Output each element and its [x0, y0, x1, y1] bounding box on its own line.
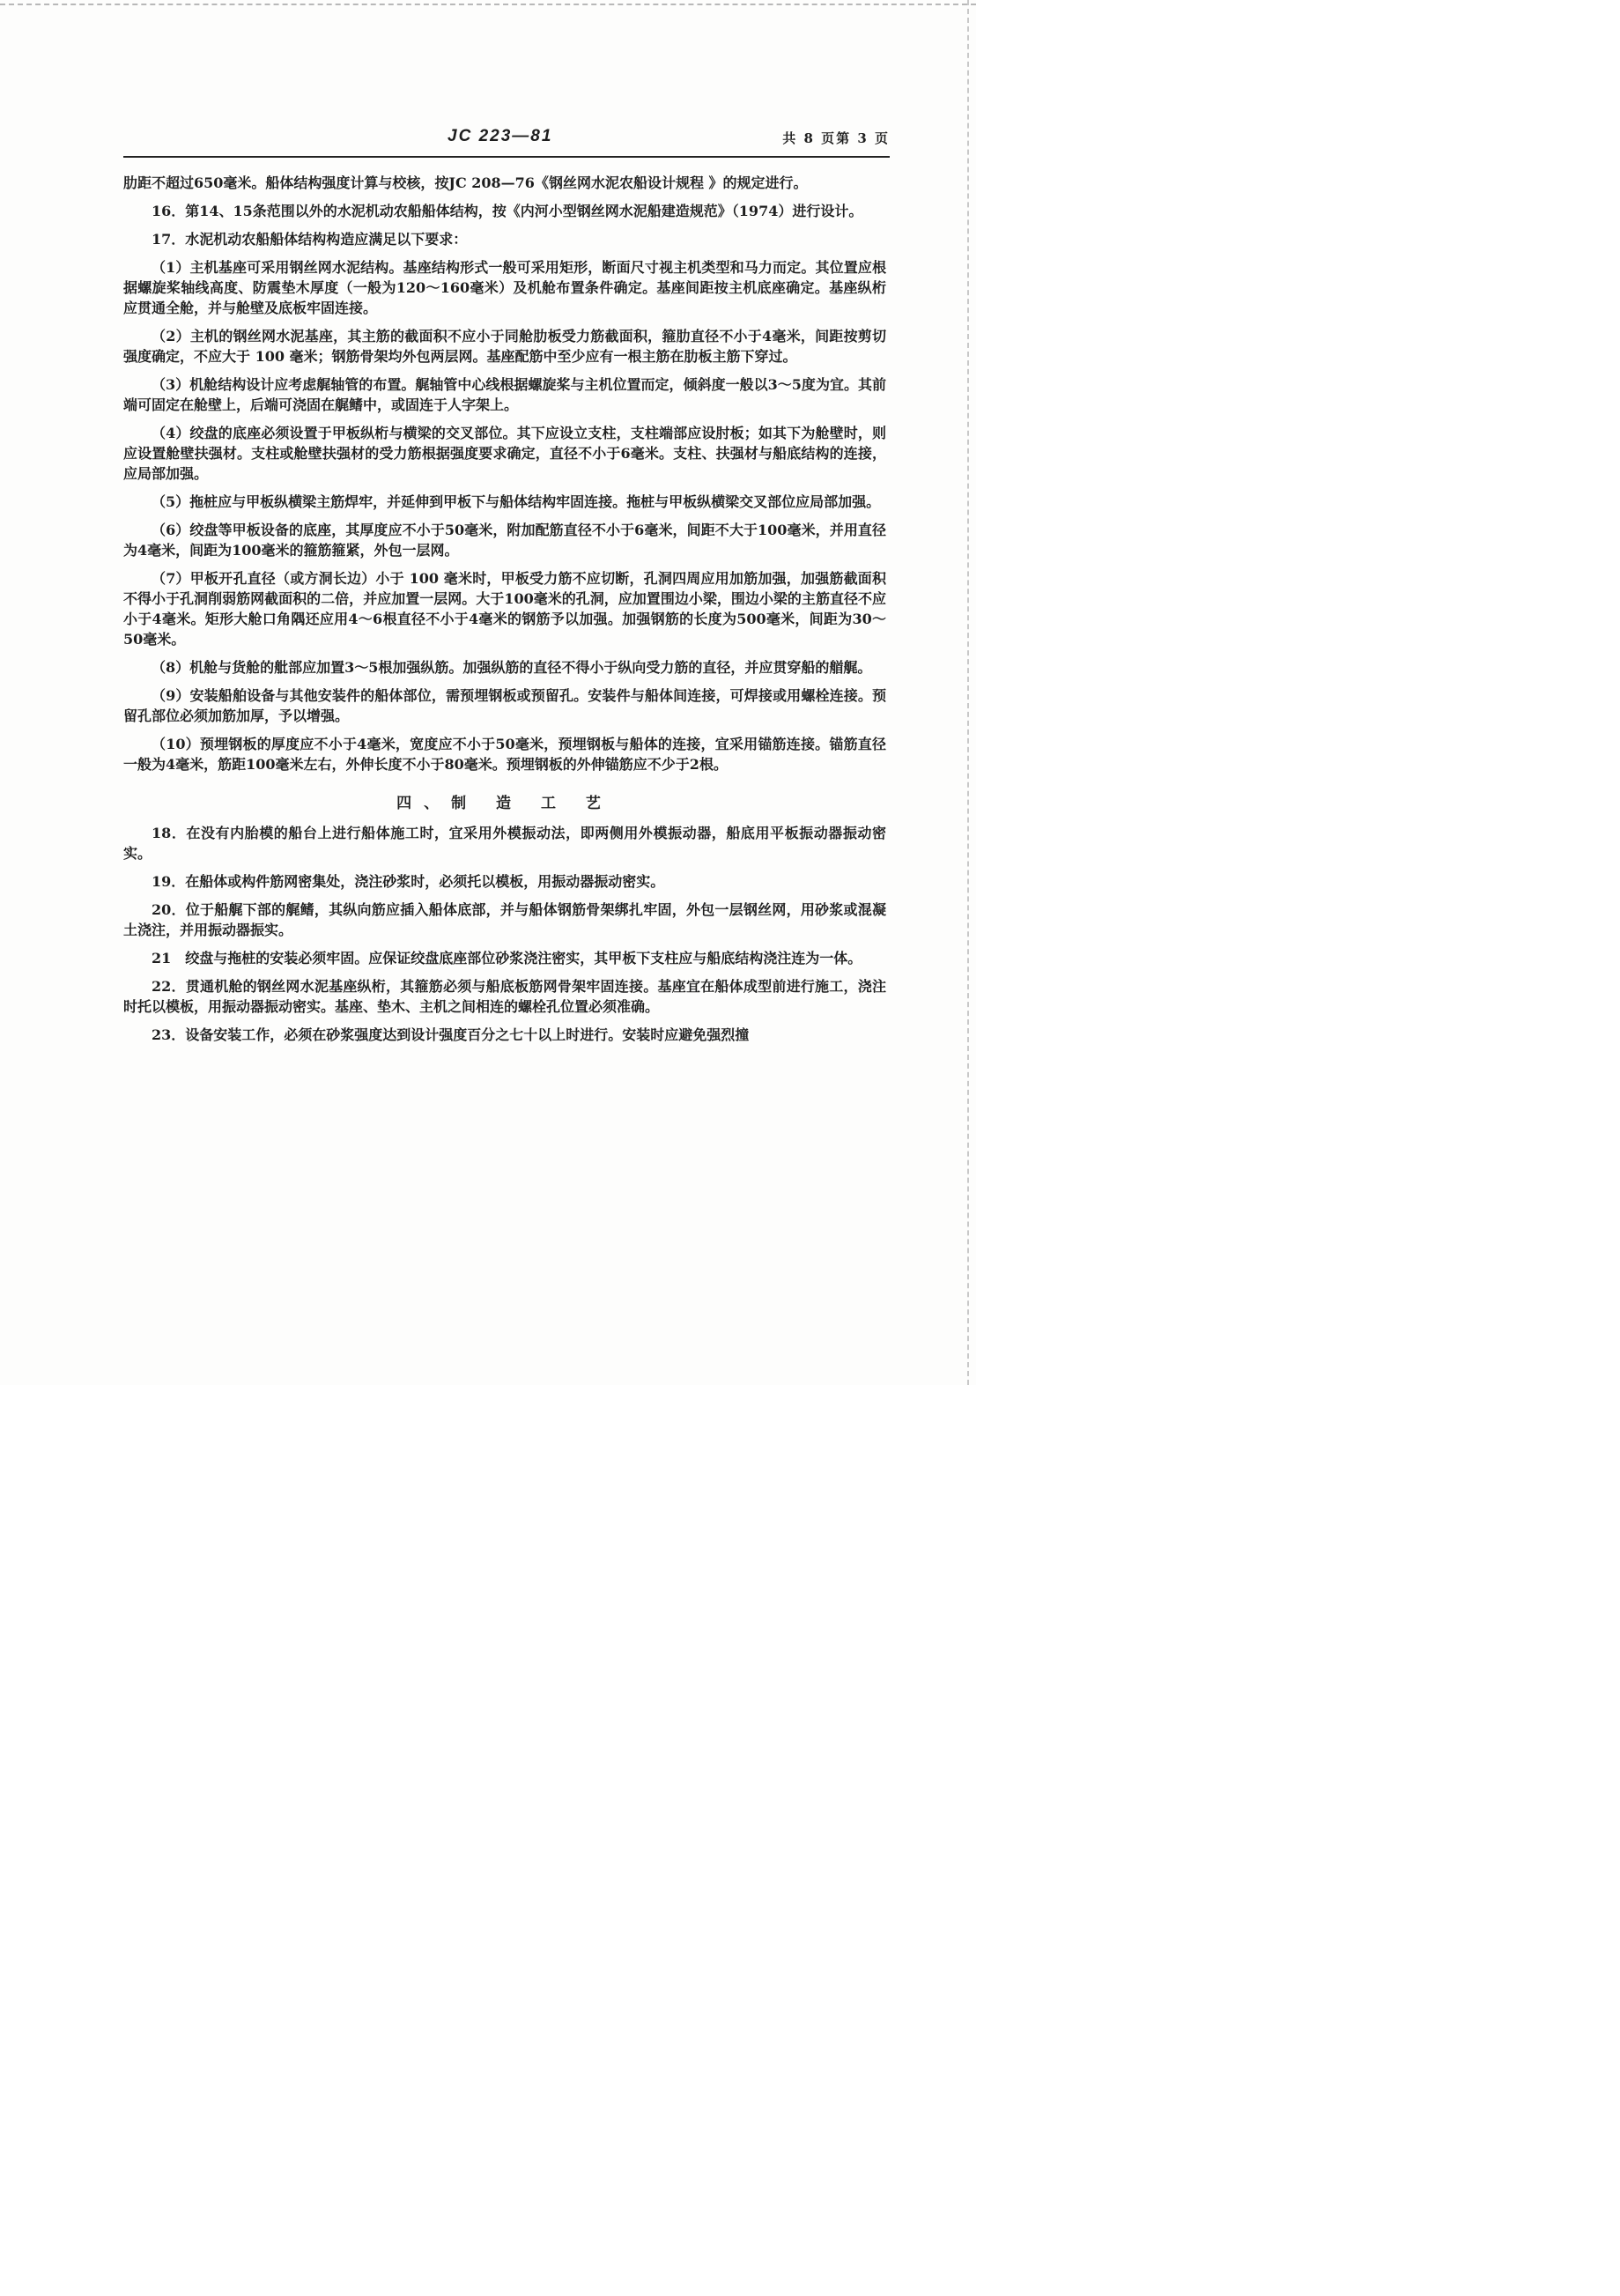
- paragraph: 16．第14、15条范围以外的水泥机动农船船体结构，按《内河小型钢丝网水泥船建造规范》（1974）进行设计。: [152, 203, 863, 219]
- section-heading: 四、制 造 工 艺: [396, 795, 613, 812]
- paragraph: （9）安装船舶设备与其他安装件的船体部位，需预埋钢板或预留孔。安装件与船体间连接，可焊接或用螺栓连接。预留孔部位必须加筋加厚，予以增强。: [123, 687, 886, 724]
- paragraph: （6）绞盘等甲板设备的底座，其厚度应不小于50毫米，附加配筋直径不小于6毫米，间距不大于100毫米，并用直径为4毫米，间距为100毫米的箍筋箍紧，外包一层网。: [123, 522, 886, 559]
- paragraph: （2）主机的钢丝网水泥基座，其主筋的截面积不应小于同舱肋板受力筋截面积，箍肋直径不小于4毫米，间距按剪切强度确定，不应大于 100 毫米；钢筋骨架均外包两层网。基座配筋中至少应有一根主筋在肋板主筋下穿过。: [123, 328, 886, 365]
- paragraph: （7）甲板开孔直径（或方洞长边）小于 100 毫米时，甲板受力筋不应切断，孔洞四周应用加筋加强，加强筋截面积不得小于孔洞削弱筋网截面积的二倍，并应加置一层网。大于100毫米的孔洞，应加置围边小梁，围边小梁的主筋直径不应小于4毫米。矩形大舱口角隅还应用4～6根直径不小于4毫米的钢筋予以加强。加强钢筋的长度为500毫米，间距为30～50毫米。: [123, 570, 886, 648]
- scan-top-border: [0, 4, 976, 5]
- paragraph: （1）主机基座可采用钢丝网水泥结构。基座结构形式一般可采用矩形，断面尺寸视主机类型和马力而定。其位置应根据螺旋桨轴线高度、防震垫木厚度（一般为120～160毫米）及机舱布置条件确定。基座间距按主机底座确定。基座纵桁应贯通全舱，并与舱壁及底板牢固连接。: [123, 259, 886, 316]
- paragraph: （5）拖桩应与甲板纵横梁主筋焊牢，并延伸到甲板下与船体结构牢固连接。拖桩与甲板纵横梁交叉部位应局部加强。: [152, 493, 881, 510]
- paragraph: （10）预埋钢板的厚度应不小于4毫米，宽度应不小于50毫米，预埋钢板与船体的连接，宜采用锚筋连接。锚筋直径一般为4毫米，筋距100毫米左右，外伸长度不小于80毫米。预埋钢板的外伸锚筋应不少于2根。: [123, 736, 886, 773]
- header-divider: [123, 156, 890, 158]
- paragraph: 肋距不超过650毫米。船体结构强度计算与校核，按JC 208—76《钢丝网水泥农船设计规程 》的规定进行。: [123, 174, 808, 191]
- document-code: JC 223—81: [448, 127, 553, 145]
- paragraph: 21 绞盘与拖桩的安装必须牢固。应保证绞盘底座部位砂浆浇注密实，其甲板下支柱应与船底结构浇注连为一体。: [152, 950, 862, 967]
- document-page: [0, 0, 976, 1385]
- paragraph: （3）机舱结构设计应考虑艉轴管的布置。艉轴管中心线根据螺旋桨与主机位置而定，倾斜度一般以3～5度为宜。其前端可固定在舱壁上，后端可浇固在艉鳍中，或固连于人字架上。: [123, 376, 886, 413]
- paragraph: 22．贯通机舱的钢丝网水泥基座纵桁，其箍筋必须与船底板筋网骨架牢固连接。基座宜在船体成型前进行施工，浇注时托以模板，用振动器振动密实。基座、垫木、主机之间相连的螺栓孔位置必须准确。: [123, 978, 886, 1015]
- page-number: 共 8 页第 3 页: [782, 130, 890, 146]
- scan-right-border: [967, 0, 969, 1385]
- paragraph: 19．在船体或构件筋网密集处，浇注砂浆时，必须托以模板，用振动器振动密实。: [152, 873, 665, 890]
- paragraph: 20．位于船艉下部的艉鳍，其纵向筋应插入船体底部，并与船体钢筋骨架绑扎牢固，外包一层钢丝网，用砂浆或混凝土浇注，并用振动器振实。: [123, 901, 886, 938]
- paragraph: （8）机舱与货舱的舭部应加置3～5根加强纵筋。加强纵筋的直径不得小于纵向受力筋的直径，并应贯穿船的艏艉。: [152, 659, 872, 676]
- paragraph: （4）绞盘的底座必须设置于甲板纵桁与横梁的交叉部位。其下应设立支柱，支柱端部应设肘板；如其下为舱壁时，则应设置舱壁扶强材。支柱或舱壁扶强材的受力筋根据强度要求确定，直径不小于6毫米。支柱、扶强材与船底结构的连接，应局部加强。: [123, 425, 886, 482]
- paragraph: 17．水泥机动农船船体结构构造应满足以下要求：: [152, 231, 468, 248]
- page-header: [123, 127, 890, 153]
- document-body: [123, 173, 886, 1053]
- paragraph: 18．在没有内胎模的船台上进行船体施工时，宜采用外模振动法，即两侧用外模振动器，船底用平板振动器振动密实。: [123, 825, 886, 862]
- paragraph: 23．设备安装工作，必须在砂浆强度达到设计强度百分之七十以上时进行。安装时应避免强烈撞: [152, 1026, 750, 1043]
